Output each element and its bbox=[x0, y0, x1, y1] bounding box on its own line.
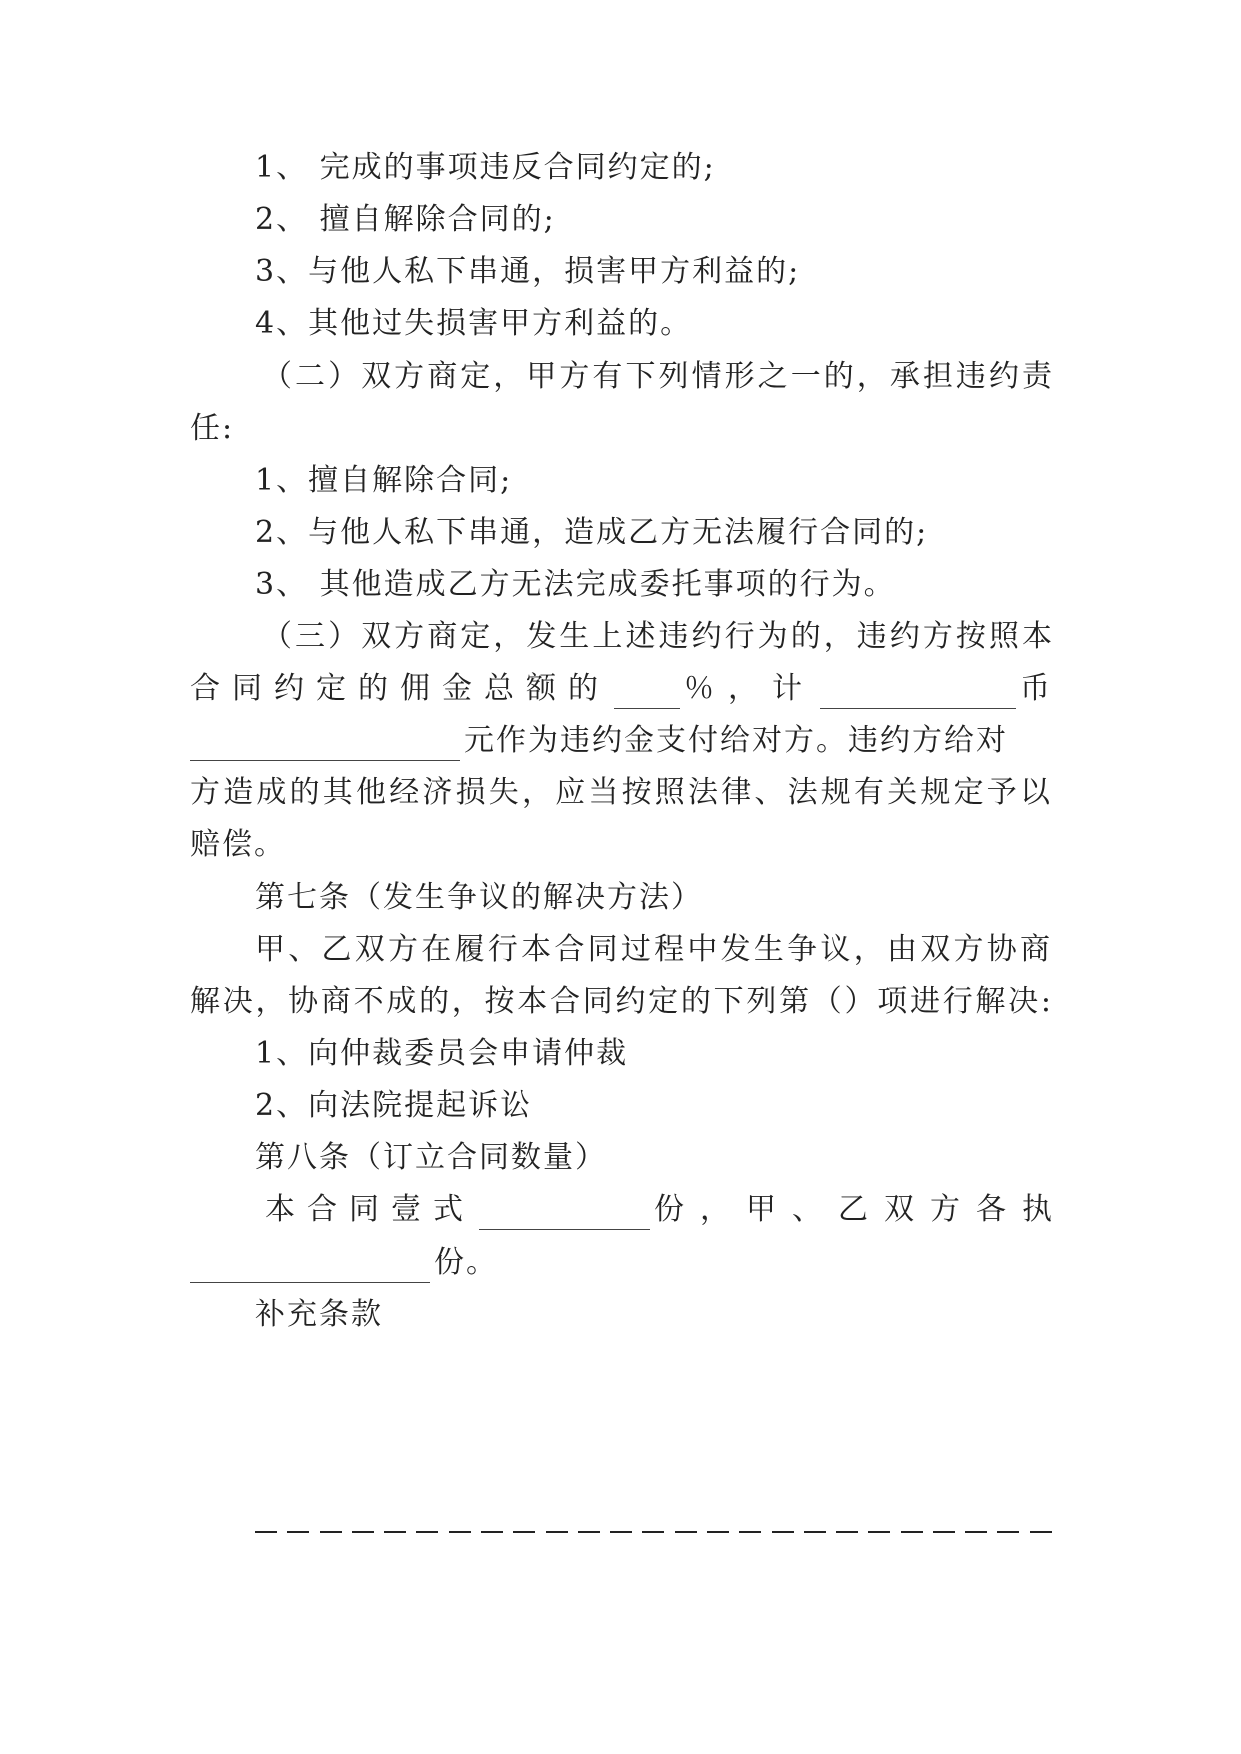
supplementary-heading: 补充条款 bbox=[255, 1297, 383, 1332]
dash-segment bbox=[287, 1531, 309, 1533]
party-a-breach-item-3: 3、 其他造成乙方无法完成委托事项的行为。 bbox=[255, 567, 896, 602]
dash-segment bbox=[965, 1531, 987, 1533]
clause-3-commission-text: 合同约定的佣金总额的 bbox=[190, 671, 610, 706]
clause-3-currency-text: 币 bbox=[1020, 671, 1052, 706]
article-8-line-1 bbox=[265, 1190, 1068, 1230]
clause-3-line-2 bbox=[190, 669, 1052, 709]
total-copies-blank[interactable] bbox=[479, 1197, 650, 1230]
party-b-breach-item-2: 2、 擅自解除合同的; bbox=[255, 202, 556, 237]
clause-3-line-5: 赔偿。 bbox=[190, 827, 286, 862]
dash-segment bbox=[610, 1531, 632, 1533]
article-8-line-2 bbox=[190, 1243, 1052, 1283]
party-a-breach-item-1: 1、擅自解除合同; bbox=[255, 463, 513, 498]
dash-segment bbox=[449, 1531, 471, 1533]
dash-segment bbox=[255, 1531, 277, 1533]
clause-2-line-2: 任: bbox=[190, 411, 235, 446]
dash-segment bbox=[739, 1531, 761, 1533]
clause-3-percent-text: ％，计 bbox=[683, 671, 816, 706]
clause-3-line-3 bbox=[190, 721, 1052, 761]
dash-segment bbox=[836, 1531, 858, 1533]
dash-segment bbox=[804, 1531, 826, 1533]
dash-segment bbox=[868, 1531, 890, 1533]
dash-segment bbox=[384, 1531, 406, 1533]
party-b-breach-item-3: 3、与他人私下串通，损害甲方利益的; bbox=[255, 254, 801, 289]
article-7-option-2: 2、向法院提起诉讼 bbox=[255, 1088, 533, 1123]
article-8-heading: 第八条（订立合同数量） bbox=[255, 1140, 607, 1175]
dash-segment bbox=[997, 1531, 1019, 1533]
dash-segment bbox=[772, 1531, 794, 1533]
dash-segment bbox=[901, 1531, 923, 1533]
clause-2-line-1: （二）双方商定，甲方有下列情形之一的，承担违约责 bbox=[262, 359, 1054, 394]
supplementary-fill-line bbox=[255, 1512, 1052, 1552]
currency-amount-blank[interactable] bbox=[190, 728, 460, 761]
party-b-breach-item-1: 1、 完成的事项违反合同约定的; bbox=[255, 150, 716, 185]
clause-3-line-4: 方造成的其他经济损失，应当按照法律、法规有关规定予以 bbox=[190, 775, 1052, 810]
party-b-breach-item-4: 4、其他过失损害甲方利益的。 bbox=[255, 306, 693, 341]
amount-blank[interactable] bbox=[820, 676, 1016, 709]
dash-segment bbox=[481, 1531, 503, 1533]
dash-segment bbox=[707, 1531, 729, 1533]
percent-blank[interactable] bbox=[614, 676, 680, 709]
article-8-copies-text: 本合同壹式 bbox=[265, 1192, 475, 1227]
dash-segment bbox=[320, 1531, 342, 1533]
dash-segment bbox=[933, 1531, 955, 1533]
dash-segment bbox=[642, 1531, 664, 1533]
dash-segment bbox=[1030, 1531, 1052, 1533]
article-7-option-1: 1、向仲裁委员会申请仲裁 bbox=[255, 1036, 629, 1071]
clause-3-penalty-text: 元作为违约金支付给对方。违约方给对 bbox=[464, 723, 1008, 758]
dash-segment bbox=[513, 1531, 535, 1533]
dash-segment bbox=[546, 1531, 568, 1533]
article-8-each-party-text: 份，甲、乙双方各执 bbox=[654, 1192, 1068, 1227]
clause-3-line-1: （三）双方商定，发生上述违约行为的，违约方按照本 bbox=[262, 619, 1054, 654]
party-a-breach-item-2: 2、与他人私下串通，造成乙方无法履行合同的; bbox=[255, 515, 929, 550]
article-7-heading: 第七条（发生争议的解决方法） bbox=[255, 880, 703, 915]
dash-segment bbox=[416, 1531, 438, 1533]
dash-segment bbox=[675, 1531, 697, 1533]
dash-segment bbox=[352, 1531, 374, 1533]
article-8-copies-suffix: 份。 bbox=[434, 1245, 498, 1280]
copies-each-blank[interactable] bbox=[190, 1250, 430, 1283]
article-7-line-1: 甲、乙双方在履行本合同过程中发生争议，由双方协商 bbox=[255, 932, 1052, 967]
article-7-line-2: 解决，协商不成的，按本合同约定的下列第（）项进行解决: bbox=[190, 984, 1052, 1019]
dash-segment bbox=[578, 1531, 600, 1533]
